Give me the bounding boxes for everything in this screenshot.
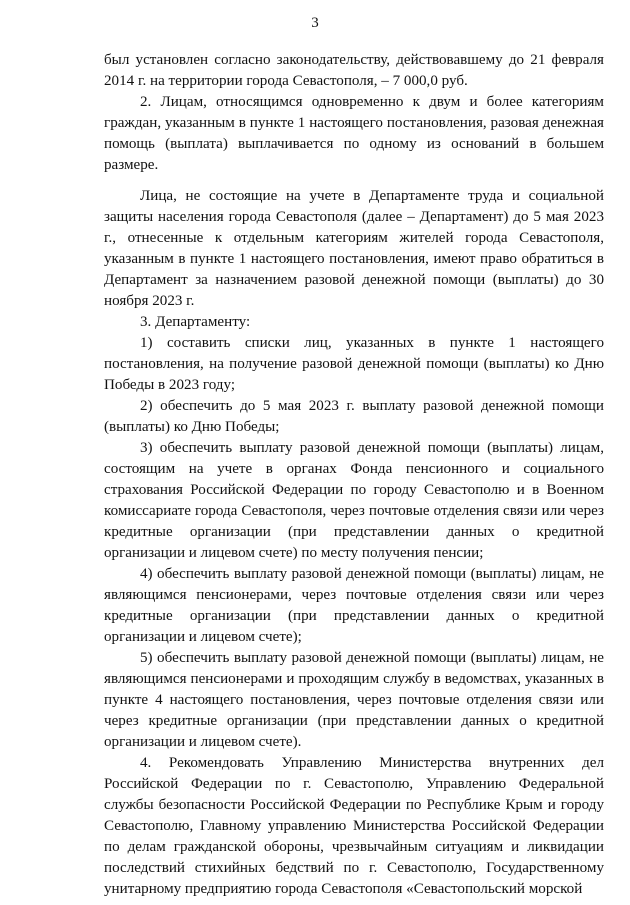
paragraph-item-2: 2. Лицам, относящимся одновременно к двум и более категориям граждан, указанным в пункте 1 настоящего постановления, разовая денежная помощь (выплата) выплачивается по одному из оснований в большем размере. [104, 94, 604, 173]
document-body [104, 50, 604, 900]
page-number: 3 [311, 15, 319, 31]
paragraph-item-3: 3. Департаменту: [140, 314, 251, 330]
paragraph-subitem-4: 4) обеспечить выплату разовой денежной помощи (выплаты) лицам, не являющимся пенсионерами, через почтовые отделения связи или через кредитные организации (при представлении данных о кредитной организации и лицевом счете); [104, 566, 604, 645]
paragraph-subitem-3: 3) обеспечить выплату разовой денежной помощи (выплаты) лицам, состоящим на учете в органах Фонда пенсионного и социального страхования Российской Федерации по городу Севастополю и в Военном комиссариате города Севастополя, через почтовые отделения связи или через кредитные организации (при представлении данных о кредитной организации и лицевом счете) по месту получения пенсии; [104, 440, 604, 561]
paragraph-item-4: 4. Рекомендовать Управлению Министерства внутренних дел Российской Федерации по г. Севастополю, Управлению Федеральной службы безопасности Российской Федерации по Республике Крым и городу Севастополю, Главному управлению Министерства Российской Федерации по делам гражданской обороны, чрезвычайным ситуациям и ликвидации последствий стихийных бедствий по г. Севастополю, Государственному унитарному предприятию города Севастополя «Севастопольский морской [104, 755, 604, 897]
paragraph-unregistered-persons: Лица, не состоящие на учете в Департаменте труда и социальной защиты населения города Севастополя (далее – Департамент) до 5 мая 2023 г., отнесенные к отдельным категориям жителей города Севастополя, указанным в пункте 1 настоящего постановления, имеют право обратиться в Департамент за назначением разовой денежной помощи (выплаты) до 30 ноября 2023 г. [104, 188, 604, 309]
paragraph-subitem-1: 1) составить списки лиц, указанных в пункте 1 настоящего постановления, на получение разовой денежной помощи (выплаты) ко Дню Победы в 2023 году; [104, 335, 604, 393]
paragraph-continuation: был установлен согласно законодательству, действовавшему до 21 февраля 2014 г. на территории города Севастополя, – 7 000,0 руб. [104, 52, 604, 89]
paragraph-subitem-5: 5) обеспечить выплату разовой денежной помощи (выплаты) лицам, не являющимся пенсионерами и проходящим службу в ведомствах, указанных в пункте 4 настоящего постановления, через почтовые отделения связи или через кредитные организации (при представлении данных о кредитной организации и лицевом счете). [104, 650, 604, 750]
paragraph-subitem-2: 2) обеспечить до 5 мая 2023 г. выплату разовой денежной помощи (выплаты) ко Дню Победы; [104, 398, 604, 435]
